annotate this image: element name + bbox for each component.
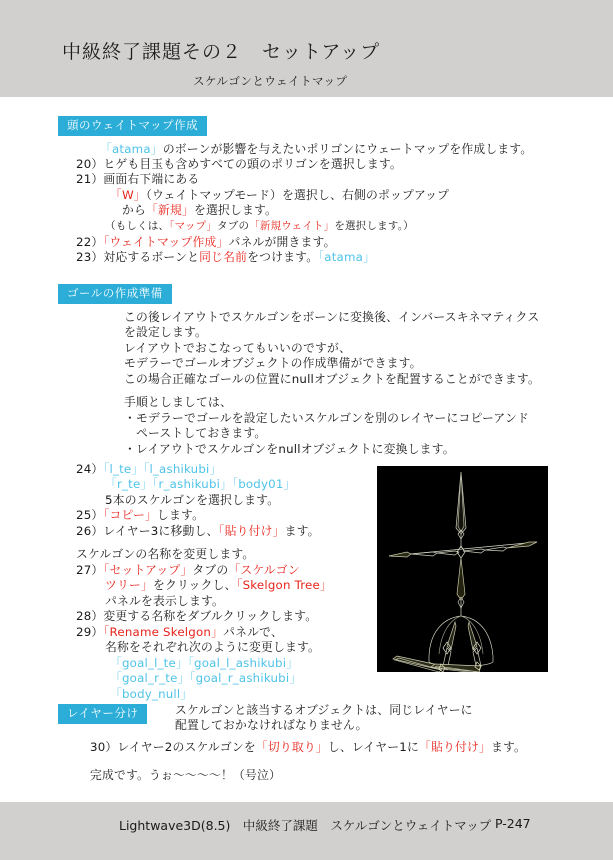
token-skelegon-names-1: 「l_te」「l_ashikubi」 bbox=[103, 462, 222, 476]
token-map-tab: 「マップ」 bbox=[169, 220, 218, 232]
text-line-n1 bbox=[76, 462, 222, 478]
token-atama-2: 「atama」 bbox=[318, 250, 376, 264]
text-line-6-c: タブの bbox=[217, 220, 250, 232]
text-line-5-a: から bbox=[122, 203, 146, 217]
text-line-p3-c: し、レイヤー1に bbox=[327, 740, 419, 754]
text-line-m6: 手順としましては、 bbox=[124, 395, 232, 409]
section-badge-label: レイヤー分け bbox=[58, 704, 147, 724]
text-line-5 bbox=[122, 203, 277, 219]
text-line-n7-c: タブの bbox=[192, 563, 229, 577]
text-line-p1: スケルゴンと該当するオブジェクトは、同じレイヤーに bbox=[175, 703, 473, 717]
text-line-n11-c: パネルで、 bbox=[223, 625, 283, 639]
text-line-n5 bbox=[76, 524, 320, 540]
token-skelgon-tree-panel: 「Skelgon Tree」 bbox=[236, 578, 332, 592]
text-line-7-a: 22） bbox=[76, 235, 104, 249]
text-line-n3: 5本のスケルゴンを選択します。 bbox=[105, 493, 280, 507]
text-line-1 bbox=[100, 142, 532, 158]
text-line-n4-c: します。 bbox=[157, 508, 205, 522]
text-line-1-rest: のボーンが影響を与えたいポリゴンにウェートマップを作成します。 bbox=[162, 142, 533, 156]
text-line-6-a: （もしくは、 bbox=[105, 220, 170, 232]
text-line-p3-a: 30）レイヤー2のスケルゴンを bbox=[90, 740, 256, 754]
text-line-n15 bbox=[110, 687, 192, 703]
token-skelegon-tree-jp-cont: ツリー」 bbox=[105, 578, 153, 592]
list-item-copy-paste: ・モデラーでゴールを設定したいスケルゴンを別のレイヤーにコピーアンド bbox=[124, 411, 529, 425]
text-line-n12: 名称をそれぞれ次のように変更します。 bbox=[105, 640, 321, 654]
token-atama: 「atama」 bbox=[100, 142, 163, 156]
text-line-n7 bbox=[76, 563, 300, 579]
token-cut: 「切り取り」 bbox=[255, 740, 328, 754]
text-line-m4: モデラーでゴールオブジェクトの作成準備ができます。 bbox=[124, 356, 422, 370]
text-line-n5-c: ます。 bbox=[284, 524, 320, 538]
text-line-m5: この場合正確なゴールの位置にnullオブジェクトを配置することができます。 bbox=[124, 372, 540, 386]
text-line-n4 bbox=[76, 508, 204, 524]
text-line-n11 bbox=[76, 625, 283, 641]
section-badge-layer-split bbox=[58, 702, 147, 724]
text-line-n1-a: 24） bbox=[76, 462, 104, 476]
text-line-m3: レイアウトでおこなってもいいのですが、 bbox=[124, 341, 351, 355]
token-skelegon-names-2: 「r_te」「r_ashikubi」「body01」 bbox=[105, 477, 296, 491]
text-line-p3 bbox=[90, 740, 526, 756]
token-goal-names-2: 「goal_r_te」「goal_r_ashikubi」 bbox=[110, 671, 302, 685]
footer-course-label: Lightwave3D(8.5) 中級終了課題 スケルゴンとウェイトマップ bbox=[119, 818, 492, 833]
list-item-null-convert: ・レイアウトでスケルゴンをnullオブジェクトに変換します。 bbox=[124, 442, 455, 456]
token-goal-names-1: 「goal_l_te」「goal_l_ashikubi」 bbox=[110, 656, 299, 670]
list-item-copy-paste-cont: ペーストしておきます。 bbox=[124, 426, 267, 440]
token-weightmap-create: 「ウェイトマップ作成」 bbox=[103, 235, 229, 249]
text-line-n6: スケルゴンの名称を変更します。 bbox=[76, 547, 255, 561]
text-line-2: 20）ヒゲも目玉も含めすべての頭のポリゴンを選択します。 bbox=[76, 157, 402, 171]
text-line-n7-a: 27） bbox=[76, 563, 104, 577]
text-line-8-a: 23）対応するボーンと bbox=[76, 250, 200, 264]
token-paste: 「貼り付け」 bbox=[218, 524, 285, 538]
text-line-6-e: を選択します。） bbox=[334, 220, 414, 232]
section-badge-label: ゴールの作成準備 bbox=[58, 284, 172, 304]
text-line-8 bbox=[76, 250, 375, 266]
text-line-m1: この後レイアウトでスケルゴンをボーンに変換後、インバースキネマティクス bbox=[124, 310, 540, 324]
token-paste-2: 「貼り付け」 bbox=[419, 740, 491, 754]
section-badge-label: 頭のウェイトマップ作成 bbox=[58, 116, 207, 136]
text-line-n10: 28）変更する名称をダブルクリックします。 bbox=[76, 609, 318, 623]
page-subtitle: スケルゴンとウェイトマップ bbox=[193, 74, 348, 88]
section-badge-weightmap bbox=[58, 114, 207, 136]
token-new-weight: 「新規ウェイト」 bbox=[249, 220, 335, 232]
footer-page-number: P-247 bbox=[495, 816, 531, 831]
text-line-m2: を設定します。 bbox=[124, 325, 208, 339]
text-line-n2 bbox=[105, 477, 296, 493]
token-copy: 「コピー」 bbox=[103, 508, 158, 522]
text-line-p4: 完成です。うぉ～～～～！（号泣） bbox=[90, 768, 282, 782]
token-setup-tab: 「セットアップ」 bbox=[103, 563, 193, 577]
text-line-p3-e: ます。 bbox=[490, 740, 527, 754]
text-line-n8 bbox=[105, 578, 332, 594]
section-badge-goal-prep bbox=[58, 282, 172, 304]
text-line-3: 21）画面右下端にある bbox=[76, 172, 200, 186]
text-line-n5-a: 26）レイヤー3に移動し、 bbox=[76, 524, 219, 538]
text-line-p2: 配置しておかなければなりません。 bbox=[175, 718, 368, 732]
token-w-key: 「W」 bbox=[110, 188, 146, 202]
text-line-n8-b: をクリックし、 bbox=[153, 578, 237, 592]
text-line-n4-a: 25） bbox=[76, 508, 104, 522]
page-title: 中級終了課題その２ セットアップ bbox=[62, 41, 381, 63]
text-line-n9: パネルを表示します。 bbox=[105, 594, 225, 608]
text-line-n13 bbox=[110, 656, 298, 672]
skelegon-wireframe-viewport bbox=[377, 466, 548, 672]
text-line-7-c: パネルが開きます。 bbox=[228, 235, 336, 249]
text-line-8-c: をつけます。 bbox=[247, 250, 319, 264]
text-line-7 bbox=[76, 235, 336, 251]
token-same-name: 同じ名前 bbox=[199, 250, 248, 264]
text-line-5-c: を選択します。 bbox=[194, 203, 278, 217]
token-new: 「新規」 bbox=[146, 203, 194, 217]
token-rename-skelgon-panel: 「Rename Skelgon」 bbox=[103, 625, 224, 639]
token-body-null: 「body_null」 bbox=[110, 687, 193, 701]
text-line-6 bbox=[105, 219, 414, 235]
text-line-n11-a: 29） bbox=[76, 625, 104, 639]
text-line-4-rest: （ウェイトマップモード）を選択し、右側のポップアップ bbox=[145, 188, 450, 202]
text-line-4 bbox=[110, 188, 449, 204]
token-skelegon-tree-jp: 「スケルゴン bbox=[228, 563, 300, 577]
text-line-n14 bbox=[110, 671, 301, 687]
